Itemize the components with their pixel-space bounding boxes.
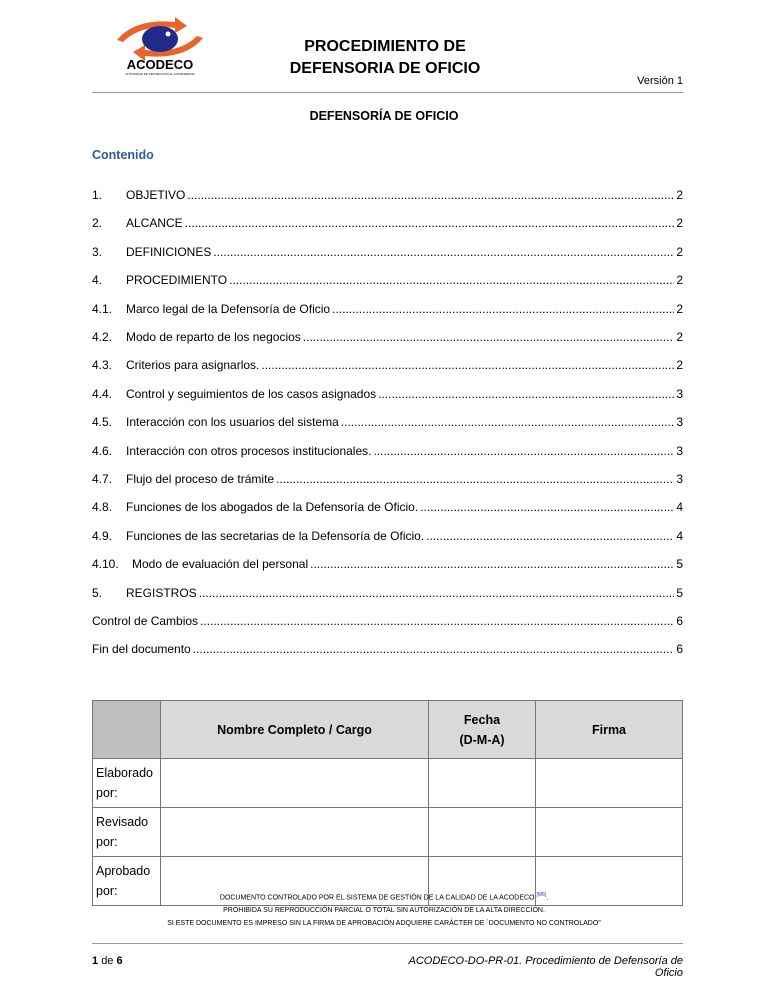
page-number — [92, 955, 123, 967]
toc-number: 4.6. — [92, 443, 113, 458]
table-row — [93, 808, 683, 857]
toc-label: Interacción con los usuarios del sistema — [126, 415, 339, 430]
page-total: 6 — [116, 955, 123, 967]
toc-page: 2 — [676, 330, 683, 344]
toc-label: Funciones de los abogados de la Defensoría de Oficio. — [126, 500, 419, 515]
toc-leader-dots — [341, 415, 675, 429]
toc-number: 4.1. — [92, 301, 113, 316]
toc-leader-dots — [193, 642, 675, 656]
toc-label: Modo de reparto de los negocios — [126, 330, 301, 344]
toc-leader-dots — [261, 358, 674, 372]
toc-number: 4.4. — [92, 386, 113, 401]
toc-page: 5 — [676, 557, 683, 572]
toc-entry[interactable] — [92, 273, 683, 289]
table-header-row — [93, 701, 683, 759]
toc-leader-dots — [187, 188, 674, 202]
toc-entry[interactable] — [92, 216, 683, 232]
toc-leader-dots — [426, 529, 674, 543]
toc-label: Marco legal de la Defensoría de Oficio — [126, 301, 331, 316]
toc-label: Modo de evaluación del personal — [132, 557, 309, 572]
toc-entry[interactable] — [92, 302, 683, 318]
toc-page: 6 — [676, 614, 683, 628]
toc-label: Control y seguimientos de los casos asignados — [126, 386, 377, 401]
toc-page: 2 — [676, 216, 683, 231]
toc-leader-dots — [420, 500, 674, 514]
toc-number: 4.7. — [92, 472, 113, 486]
doc-heading: DEFENSORÍA DE OFICIO — [309, 109, 459, 123]
toc-label: DEFINICIONES — [126, 244, 212, 259]
toc-entry[interactable] — [92, 358, 683, 374]
toc-page: 3 — [676, 443, 683, 458]
toc-entry[interactable] — [92, 472, 683, 488]
toc-leader-dots — [276, 472, 674, 486]
title-line-1: PROCEDIMIENTO DE — [304, 38, 466, 55]
toc-entry[interactable] — [92, 614, 683, 630]
toc-number: 2. — [92, 216, 103, 231]
toc-number: 4.2. — [92, 330, 113, 344]
toc-label: Flujo del proceso de trámite — [126, 472, 275, 486]
toc-label: Interacción con otros procesos institucionales. — [126, 443, 372, 458]
corner-cell — [93, 701, 161, 759]
toc-number: 4. — [92, 273, 103, 288]
controlled-document-notice: DOCUMENTO CONTROLADO POR EL SISTEMA DE GESTIÓN DE LA CALIDAD DE LA ACODECO [M6]. PROHIBIDA SU REPRODUCCIÓN PARCIAL O TOTAL SIN AUTORIZACIÓN DE LA ALTA DIRECCIÓN. SI ESTE DOCUMENTO ES IMPRESO SIN LA FIRMA DE APROBACIÓN ADQUIERE CARÁCTER DE ´DOCUMENTO NO CONTROLADO" — [0, 889, 768, 930]
toc-leader-dots — [310, 557, 674, 571]
header-fecha — [429, 701, 536, 759]
acodeco-logo — [105, 14, 215, 78]
toc-page: 2 — [676, 244, 683, 259]
title-line-2: DEFENSORIA DE OFICIO — [289, 60, 481, 77]
fecha-cell[interactable] — [429, 759, 536, 808]
comment-marker[interactable]: [M6] — [536, 892, 547, 898]
version-label: Versión 1 — [637, 75, 683, 87]
toc-page: 4 — [676, 500, 683, 515]
toc-entry[interactable] — [92, 415, 683, 431]
approval-table — [92, 700, 683, 906]
toc-leader-dots — [185, 216, 675, 230]
fecha-cell[interactable] — [429, 808, 536, 857]
notice-line-1: DOCUMENTO CONTROLADO POR EL SISTEMA DE GESTIÓN DE LA CALIDAD DE LA ACODECO — [219, 894, 535, 902]
toc-label: ALCANCE — [126, 216, 183, 231]
toc-entry[interactable] — [92, 387, 683, 403]
toc-page: 4 — [676, 528, 683, 543]
nombre-cell[interactable] — [161, 759, 429, 808]
toc-label: Criterios para asignarlos. — [126, 358, 260, 373]
toc-leader-dots — [332, 302, 674, 316]
page-current: 1 — [92, 955, 99, 967]
toc-leader-dots — [213, 245, 674, 259]
toc-label: OBJETIVO — [126, 188, 186, 202]
toc-label: Funciones de las secretarias de la Defensoría de Oficio. — [126, 528, 425, 543]
toc-page: 5 — [676, 585, 683, 600]
toc-number: 4.8. — [92, 500, 113, 515]
toc-entry[interactable] — [92, 557, 683, 573]
toc-page: 2 — [676, 273, 683, 288]
toc-label: REGISTROS — [126, 585, 197, 600]
header-firma: Firma — [536, 701, 683, 759]
toc-leader-dots — [200, 614, 674, 628]
row-label: Aprobado por: — [93, 857, 161, 906]
toc-page: 2 — [676, 358, 683, 373]
nombre-cell[interactable] — [161, 808, 429, 857]
header-divider — [92, 92, 683, 93]
toc-page: 6 — [676, 642, 683, 657]
toc-leader-dots — [303, 330, 675, 344]
toc-number: 4.3. — [92, 358, 113, 373]
toc-number: 3. — [92, 244, 103, 259]
document-title — [250, 36, 520, 80]
toc-entry[interactable] — [92, 586, 683, 602]
toc-entry[interactable] — [92, 245, 683, 261]
toc-entry[interactable] — [92, 330, 683, 346]
toc-page: 2 — [676, 188, 683, 202]
toc-leader-dots — [378, 387, 674, 401]
notice-line-2: PROHIBIDA SU REPRODUCCIÓN PARCIAL O TOTAL SIN AUTORIZACIÓN DE LA ALTA DIRECCIÓN. — [223, 907, 545, 915]
toc-entry[interactable] — [92, 500, 683, 516]
table-row — [93, 759, 683, 808]
toc-page: 2 — [676, 301, 683, 316]
toc-entry[interactable] — [92, 529, 683, 545]
toc-leader-dots — [373, 444, 674, 458]
notice-line-3: SI ESTE DOCUMENTO ES IMPRESO SIN LA FIRMA DE APROBACIÓN ADQUIERE CARÁCTER DE ´DOCUMENTO NO CONTROLADO" — [167, 920, 601, 928]
toc-entry[interactable] — [92, 444, 683, 460]
svg-text:AUTORIDAD DE PROTECCIÓN AL CON: AUTORIDAD DE PROTECCIÓN AL CONSUMIDOR — [125, 72, 195, 76]
toc-entry[interactable] — [92, 188, 683, 204]
document-reference: ACODECO-DO-PR-01. Procedimiento de Defensoría de Oficio — [408, 955, 683, 979]
header-nombre: Nombre Completo / Cargo — [161, 701, 429, 759]
svg-text:ACODECO: ACODECO — [126, 57, 194, 72]
toc-entry[interactable] — [92, 642, 683, 658]
toc-label: PROCEDIMIENTO — [126, 273, 228, 288]
row-label: Revisado por: — [93, 808, 161, 857]
toc-label: Fin del documento — [92, 642, 191, 657]
toc-number: 4.5. — [92, 415, 113, 430]
page-of: de — [101, 955, 114, 967]
toc-number: 1. — [92, 188, 103, 202]
toc-title: Contenido — [92, 148, 154, 162]
toc-page: 3 — [676, 415, 683, 430]
firma-cell[interactable] — [536, 808, 683, 857]
toc-page: 3 — [676, 472, 683, 486]
fecha-line-2: (D-M-A) — [459, 732, 505, 747]
row-label: Elaborado por: — [93, 759, 161, 808]
toc-page: 3 — [676, 386, 683, 401]
toc-number: 4.9. — [92, 528, 113, 543]
toc-label: Control de Cambios — [92, 614, 199, 628]
toc-leader-dots — [229, 273, 674, 287]
fecha-line-1: Fecha — [463, 712, 501, 727]
toc-number: 4.10. — [92, 557, 119, 572]
footer-divider — [92, 943, 683, 944]
firma-cell[interactable] — [536, 759, 683, 808]
toc-leader-dots — [199, 586, 675, 600]
toc-number: 5. — [92, 585, 103, 600]
